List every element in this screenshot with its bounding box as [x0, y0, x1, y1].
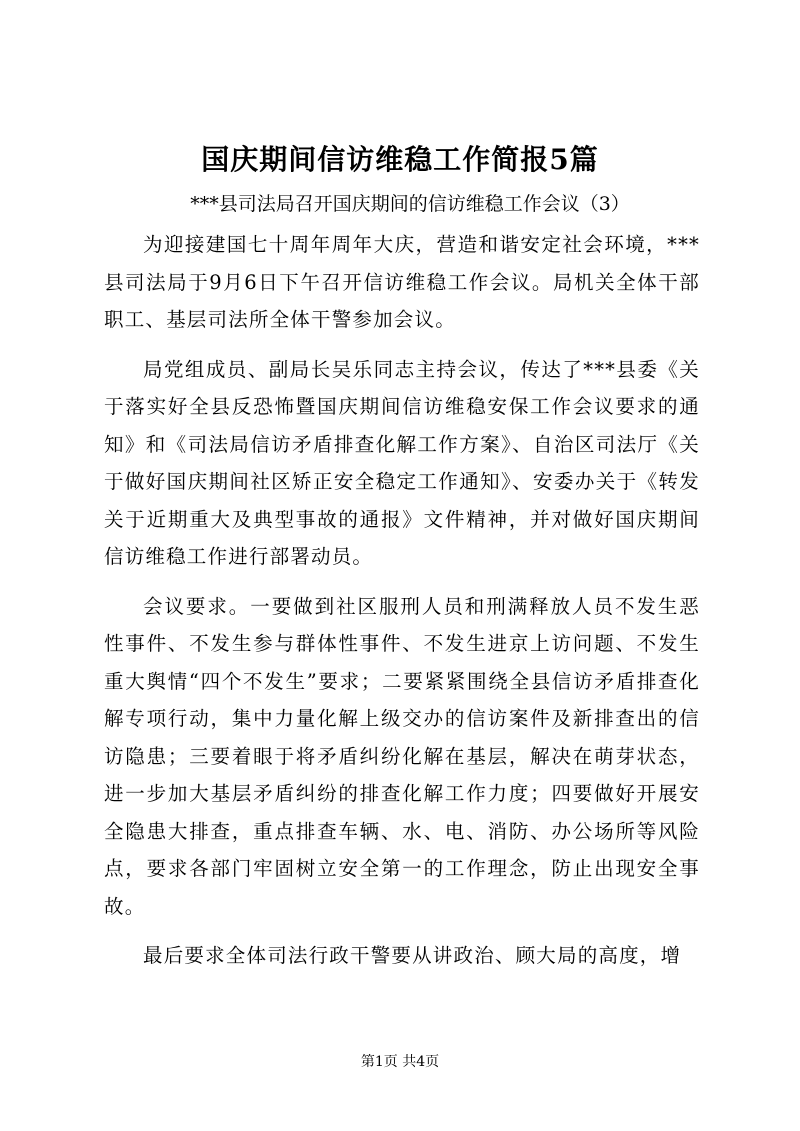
page-footer: 第1页 共4页 [360, 1054, 440, 1070]
paragraph-3: 会议要求。一要做到社区服刑人员和刑满释放人员不发生恶性事件、不发生参与群体性事件、不发生进京上访问题、不发生重大舆情“四个不发生”要求；二要紧紧围绕全县信访矛盾排查化解专项行动，集中力量化解上级交办的信访案件及新排查出的信访隐患；三要着眼于将矛盾纠纷化解在基层，解决在萌芽状态，进一步加大基层矛盾纠纷的排查化解工作力度；四要做好开展安全隐患大排查，重点排查车辆、水、电、消防、办公场所等风险点，要求各部门牢固树立安全第一的工作理念，防止出现安全事故。 [104, 594, 700, 918]
document-subtitle: ***县司法局召开国庆期间的信访维稳工作会议（3） [190, 193, 630, 215]
paragraph-2: 局党组成员、副局长吴乐同志主持会议，传达了***县委《关于落实好全县反恐怖暨国庆期间信访维稳安保工作会议要求的通知》和《司法局信访矛盾排查化解工作方案》、自治区司法厅《关于做好国庆期间社区矫正安全稳定工作通知》、安委办关于《转发关于近期重大及典型事故的通报》文件精神，并对做好国庆期间信访维稳工作进行部署动员。 [104, 357, 700, 568]
paragraph-1: 为迎接建国七十周年周年大庆，营造和谐安定社会环境，***县司法局于9月6日下午召开信访维稳工作会议。局机关全体干部职工、基层司法所全体干警参加会议。 [104, 233, 700, 331]
document-body [104, 226, 700, 987]
paragraph-4: 最后要求全体司法行政干警要从讲政治、顾大局的高度，增 [143, 944, 682, 967]
document-title: 国庆期间信访维稳工作简报5篇 [201, 143, 599, 176]
